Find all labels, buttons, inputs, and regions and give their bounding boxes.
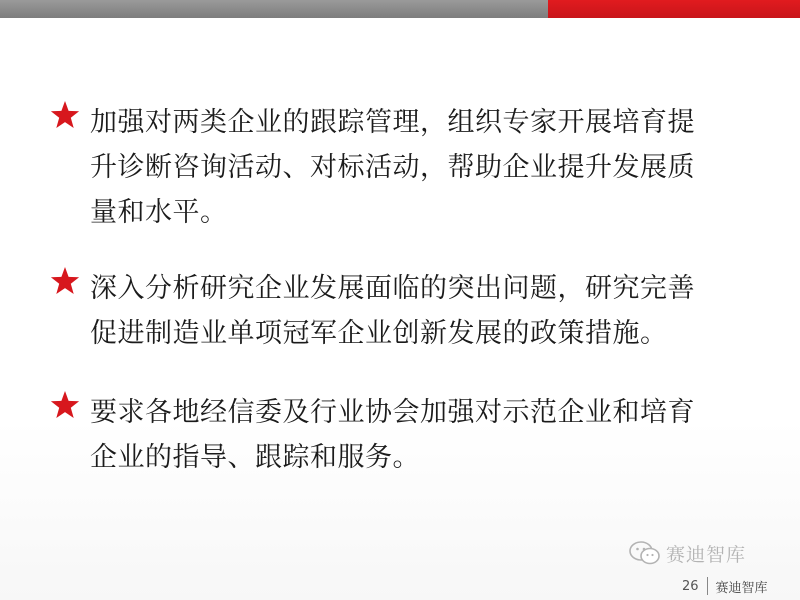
bullet-1-line-1: 加强对两类企业的跟踪管理，组织专家开展培育提 [90,107,695,138]
bullet-1-line-2: 升诊断咨询活动、对标活动，帮助企业提升发展质 [90,152,695,183]
bullet-1-line-3: 量和水平。 [90,197,228,228]
page-number: 26 [682,578,699,594]
star-icon [50,390,80,420]
top-bar-gray [0,0,548,18]
bullet-text-3 [90,390,720,480]
bullet-2-line-2: 促进制造业单项冠军企业创新发展的政策措施。 [90,318,668,349]
star-icon [50,266,80,296]
watermark [628,540,746,566]
watermark-text: 赛迪智库 [666,543,747,566]
bullet-text-2 [90,266,720,356]
bullet-3-line-2: 企业的指导、跟踪和服务。 [90,442,420,473]
bullet-2-line-1: 深入分析研究企业发展面临的突出问题，研究完善 [90,273,695,304]
wechat-icon [628,540,662,566]
bullet-text-1 [90,100,720,235]
star-icon [50,100,80,130]
footer [682,576,768,596]
top-bar-red [548,0,800,18]
footer-brand: 赛迪智库 [715,580,768,596]
bullet-3-line-1: 要求各地经信委及行业协会加强对示范企业和培育 [90,397,695,428]
